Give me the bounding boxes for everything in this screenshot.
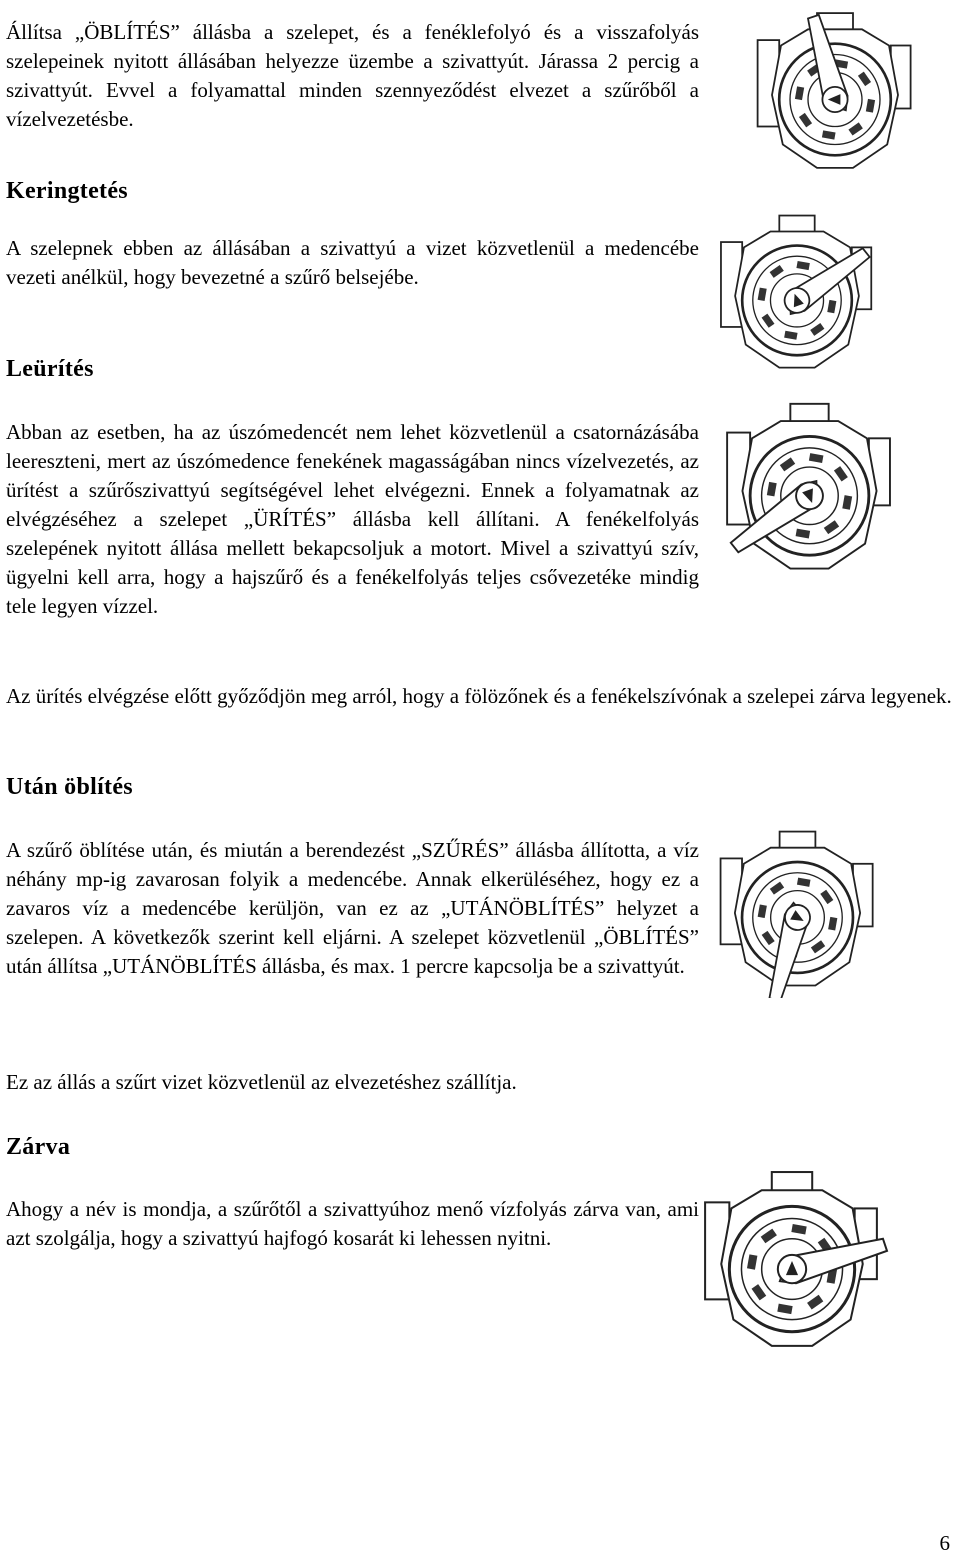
section-title-zarva: Zárva: [6, 1134, 71, 1160]
valve-drain-position-diagram: [707, 400, 912, 582]
section-body-keringtetes: A szelepnek ebben az állásában a szivattyú a vizet közvetlenül a medencébe vezeti anélkül, hogy bevezetné a szűrő belsejébe.: [6, 236, 699, 289]
valve-recirculate-position-diagram: [707, 212, 887, 380]
section-note-leurites: Az ürítés elvégzése előtt győződjön meg arról, hogy a fölözőnek és a fenékelszívónak a szelepei zárva legyenek.: [6, 684, 952, 708]
page-number: 6: [939, 1531, 950, 1555]
section-body-zarva: Ahogy a név is mondja, a szűrőtől a szivattyúhoz menő vízfolyás zárva van, ami azt szolgálja, hogy a szivattyú hajfogó kosarát ki lehessen nyitni.: [6, 1197, 699, 1250]
valve-rinse-position-diagram: [745, 2, 925, 188]
section-title-leurites: Leürítés: [6, 356, 94, 382]
section-title-keringtetes: Keringtetés: [6, 178, 128, 204]
valve-after-rinse-position-diagram: [700, 828, 895, 998]
valve-closed-position-diagram: [686, 1168, 898, 1360]
section-note-utan-oblites: Ez az állás a szűrt vizet közvetlenül az elvezetéshez szállítja.: [6, 1070, 517, 1094]
section-body-utan-oblites: A szűrő öblítése után, és miután a berendezést „SZŰRÉS” állásba állította, a víz néhány mp-ig zavarosan folyik a medencébe. Annak elkerüléséhez, hogy ez a zavaros víz a medencébe kerüljön, van ez az „UTÁNÖBLÍTÉS” helyzet a szelepen. A következők szerint kell eljárni. A szelepet közvetlenül „ÖBLÍTÉS” után állítsa „UTÁNÖBLÍTÉS állásba, és max. 1 percre kapcsolja be a szivattyút.: [6, 838, 699, 978]
section-title-utan-oblites: Után öblítés: [6, 774, 133, 800]
intro-paragraph: Állítsa „ÖBLÍTÉS” állásba a szelepet, és a fenéklefolyó és a visszafolyás szelepeinek nyitott állásában helyezze üzembe a szivattyút. Járassa 2 percig a szivattyút. Evvel a folyamattal minden szennyeződést elvezet a szűrőből a vízelvezetésbe.: [6, 20, 699, 131]
section-body-leurites: Abban az esetben, ha az úszómedencét nem lehet közvetlenül a csatornázásába leereszteni, mert az úszómedence fenekének magasságában nincs vízelvezetés, az ürítést a szűrőszivattyú segítségével lehet elvégezni. Ennek a folyamatnak az elvégzéséhez a szelepet „ÜRÍTÉS” állásba kell állítani. A fenékelfolyás szelepének nyitott állása mellett bekapcsoljuk a motort. Mivel a szivattyú szív, ügyelni kell arra, hogy a hajszűrő és a fenékelfolyás teljes csővezetéke mindig tele legyen vízzel.: [6, 420, 699, 618]
